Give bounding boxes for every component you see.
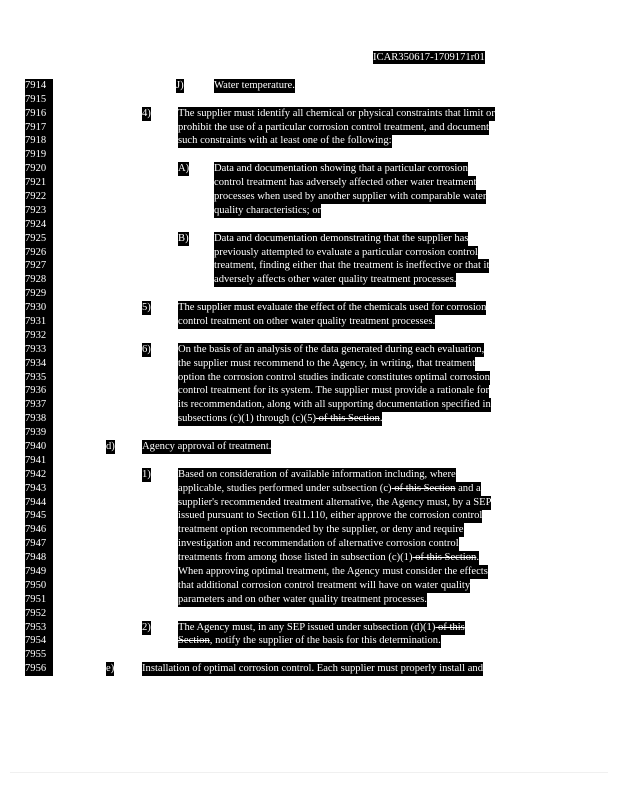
line-number: 7953 [25, 621, 53, 635]
text-line: option the corrosion control studies indicate constitutes optimal corrosion [178, 372, 490, 383]
text-line: control treatment for its system. The supplier must provide a rationale for [178, 385, 490, 396]
line-number: 7932 [25, 329, 53, 343]
line-number: 7921 [25, 176, 53, 190]
text-line: Section, notify the supplier of the basis for this determination. [178, 635, 441, 646]
line-number: 7949 [25, 565, 53, 579]
line-number: 7914 [25, 79, 53, 93]
line-number: 7941 [25, 454, 53, 468]
line-number: 7942 [25, 468, 53, 482]
item-label: 6) [142, 344, 151, 355]
text-line: previously attempted to evaluate a particular corrosion control [214, 247, 478, 258]
line-number: 7943 [25, 482, 53, 496]
text-line: When approving optimal treatment, the Agency must consider the effects [178, 566, 488, 577]
text-line: applicable, studies performed under subsection (c) of this Section and a [178, 483, 481, 494]
text-line: Installation of optimal corrosion control. Each supplier must properly install and [142, 663, 483, 674]
document-id-header: ICAR350617-1709171r01 [373, 52, 485, 63]
item-label: 2) [142, 622, 151, 633]
text-line: Data and documentation showing that a particular corrosion [214, 163, 468, 174]
text-line: quality characteristics; or [214, 205, 322, 216]
line-number: 7937 [25, 398, 53, 412]
text-line: investigation and recommendation of alternative corrosion control [178, 538, 459, 549]
line-number: 7954 [25, 634, 53, 648]
line-number: 7929 [25, 287, 53, 301]
text-line: issued pursuant to Section 611.110, either approve the corrosion control [178, 510, 483, 521]
text-line: Based on consideration of available information including, where [178, 469, 456, 480]
line-number: 7951 [25, 593, 53, 607]
text-line: The supplier must evaluate the effect of the chemicals used for corrosion [178, 302, 487, 313]
page-footer-divider [10, 772, 608, 773]
text-line: the supplier must recommend to the Agency, in writing, that treatment [178, 358, 476, 369]
text-line: treatment, finding either that the treatment is ineffective or that it [214, 260, 490, 271]
line-number: 7916 [25, 107, 53, 121]
text-line: such constraints with at least one of the following: [178, 135, 392, 146]
text-line: its recommendation, along with all supporting documentation specified in [178, 399, 491, 410]
line-number: 7933 [25, 343, 53, 357]
item-label: A) [178, 163, 190, 174]
line-number: 7940 [25, 440, 53, 454]
item-label: J) [176, 80, 184, 91]
line-number: 7919 [25, 148, 53, 162]
text-line: The Agency must, in any SEP issued under subsection (d)(1) of this [178, 622, 465, 633]
strikethrough-text: of this [435, 622, 465, 633]
text-line: Water temperature. [214, 80, 295, 91]
line-number: 7948 [25, 551, 53, 565]
line-number: 7952 [25, 607, 53, 621]
text-line: adversely affects other water quality treatment processes. [214, 274, 457, 285]
strikethrough-text: Section [178, 635, 210, 646]
text-line: control treatment has adversely affected other water treatment [214, 177, 477, 188]
line-number: 7934 [25, 357, 53, 371]
strikethrough-text: of this Section [391, 483, 456, 494]
item-label: 1) [142, 469, 151, 480]
text-line: Data and documentation demonstrating that the supplier has [214, 233, 469, 244]
line-number: 7946 [25, 523, 53, 537]
section-heading: Agency approval of treatment. [142, 441, 272, 452]
line-number: 7931 [25, 315, 53, 329]
line-number: 7915 [25, 93, 53, 107]
item-label: d) [106, 441, 115, 452]
line-number: 7936 [25, 384, 53, 398]
line-number: 7939 [25, 426, 53, 440]
text-line: that additional corrosion control treatment will have on water quality [178, 580, 471, 591]
line-number: 7922 [25, 190, 53, 204]
line-number: 7926 [25, 246, 53, 260]
item-label: B) [178, 233, 189, 244]
line-number: 7950 [25, 579, 53, 593]
line-number: 7917 [25, 121, 53, 135]
text-line: The supplier must identify all chemical or physical constraints that limit or [178, 108, 495, 119]
text-line: supplier's recommended treatment alternative, the Agency must, by a SEP [178, 497, 492, 508]
line-number: 7944 [25, 496, 53, 510]
line-number: 7945 [25, 509, 53, 523]
line-number: 7935 [25, 371, 53, 385]
line-number: 7928 [25, 273, 53, 287]
text-line: treatments from among those listed in subsection (c)(1) of this Section. [178, 552, 479, 563]
line-number: 7918 [25, 134, 53, 148]
text-line: parameters and on other water quality treatment processes. [178, 594, 427, 605]
text-line: On the basis of an analysis of the data generated during each evaluation, [178, 344, 485, 355]
line-number: 7923 [25, 204, 53, 218]
text-line: control treatment on other water quality treatment processes. [178, 316, 436, 327]
line-number: 7927 [25, 259, 53, 273]
text-line: processes when used by another supplier with comparable water [214, 191, 487, 202]
item-label: 4) [142, 108, 151, 119]
text-line: prohibit the use of a particular corrosion control treatment, and document [178, 122, 489, 133]
line-number: 7956 [25, 662, 53, 676]
item-label: 5) [142, 302, 151, 313]
text-line: treatment option recommended by the supplier, or deny and require [178, 524, 464, 535]
strikethrough-text: of this Section [315, 413, 380, 424]
line-number: 7947 [25, 537, 53, 551]
line-number: 7955 [25, 648, 53, 662]
strikethrough-text: of this Section [412, 552, 477, 563]
line-number: 7924 [25, 218, 53, 232]
line-number: 7920 [25, 162, 53, 176]
item-label: e) [106, 663, 115, 674]
line-number: 7930 [25, 301, 53, 315]
text-line: subsections (c)(1) through (c)(5) of this Section. [178, 413, 383, 424]
line-number: 7938 [25, 412, 53, 426]
line-number: 7925 [25, 232, 53, 246]
